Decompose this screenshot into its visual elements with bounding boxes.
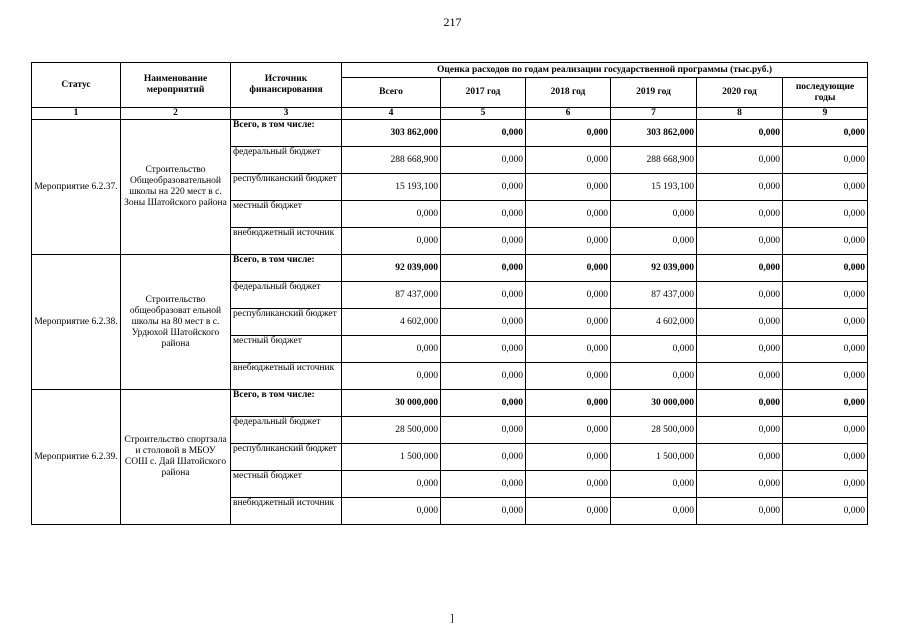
- funding-source: республиканский бюджет: [231, 174, 342, 201]
- amount-cell: 0,000: [526, 417, 611, 444]
- amount-cell: 0,000: [342, 363, 441, 390]
- funding-source: Всего, в том числе:: [231, 255, 342, 282]
- funding-source: местный бюджет: [231, 336, 342, 363]
- column-index: 8: [697, 108, 783, 120]
- table-row-total: [32, 255, 868, 282]
- amount-cell: 0,000: [441, 363, 526, 390]
- funding-source: внебюджетный источник: [231, 228, 342, 255]
- amount-cell: 0,000: [783, 174, 868, 201]
- amount-cell: 0,000: [783, 498, 868, 525]
- amount-cell: 0,000: [697, 498, 783, 525]
- amount-cell: 288 668,900: [611, 147, 697, 174]
- amount-cell: 0,000: [611, 363, 697, 390]
- amount-cell: 87 437,000: [342, 282, 441, 309]
- column-index-row: [32, 108, 868, 120]
- header-2020: 2020 год: [697, 78, 783, 108]
- header-2019: 2019 год: [611, 78, 697, 108]
- amount-cell: 0,000: [526, 336, 611, 363]
- amount-cell: 0,000: [783, 309, 868, 336]
- amount-cell: 0,000: [783, 363, 868, 390]
- event-name: Строительство общеобразоват ельной школы на 80 мест в с. Урдюхой Шатойского района: [121, 255, 231, 390]
- header-source: Источник финансирования: [231, 63, 342, 108]
- amount-cell: 0,000: [697, 282, 783, 309]
- amount-cell: 0,000: [526, 120, 611, 147]
- funding-source: федеральный бюджет: [231, 417, 342, 444]
- funding-source: Всего, в том числе:: [231, 390, 342, 417]
- amount-cell: 0,000: [526, 255, 611, 282]
- amount-cell: 0,000: [441, 174, 526, 201]
- amount-cell: 288 668,900: [342, 147, 441, 174]
- column-index: 6: [526, 108, 611, 120]
- table-row-total: [32, 390, 868, 417]
- amount-cell: 0,000: [342, 471, 441, 498]
- amount-cell: 92 039,000: [342, 255, 441, 282]
- amount-cell: 0,000: [697, 390, 783, 417]
- header-2017: 2017 год: [441, 78, 526, 108]
- amount-cell: 0,000: [526, 282, 611, 309]
- header-event: Наименование мероприятий: [121, 63, 231, 108]
- amount-cell: 0,000: [783, 444, 868, 471]
- event-name: Строительство Общеобразовательной школы на 220 мест в с. Зоны Шатойского района: [121, 120, 231, 255]
- event-name: Строительство спортзала и столовой в МБОУ СОШ с. Дай Шатойского района: [121, 390, 231, 525]
- funding-source: Всего, в том числе:: [231, 120, 342, 147]
- funding-source: местный бюджет: [231, 471, 342, 498]
- amount-cell: 0,000: [441, 471, 526, 498]
- amount-cell: 0,000: [783, 336, 868, 363]
- amount-cell: 0,000: [526, 471, 611, 498]
- amount-cell: 0,000: [441, 282, 526, 309]
- amount-cell: 0,000: [697, 309, 783, 336]
- amount-cell: 0,000: [697, 228, 783, 255]
- amount-cell: 15 193,100: [342, 174, 441, 201]
- amount-cell: 0,000: [441, 255, 526, 282]
- amount-cell: 30 000,000: [611, 390, 697, 417]
- column-index: 2: [121, 108, 231, 120]
- amount-cell: 0,000: [526, 228, 611, 255]
- amount-cell: 0,000: [611, 471, 697, 498]
- amount-cell: 0,000: [526, 444, 611, 471]
- column-index: 9: [783, 108, 868, 120]
- amount-cell: 0,000: [697, 174, 783, 201]
- amount-cell: 0,000: [441, 228, 526, 255]
- amount-cell: 0,000: [783, 147, 868, 174]
- amount-cell: 0,000: [783, 471, 868, 498]
- amount-cell: 0,000: [526, 309, 611, 336]
- amount-cell: 0,000: [783, 120, 868, 147]
- funding-source: республиканский бюджет: [231, 309, 342, 336]
- table-row-total: [32, 120, 868, 147]
- amount-cell: 92 039,000: [611, 255, 697, 282]
- column-index: 3: [231, 108, 342, 120]
- amount-cell: 0,000: [526, 363, 611, 390]
- amount-cell: 0,000: [697, 201, 783, 228]
- amount-cell: 0,000: [697, 363, 783, 390]
- table-body: [32, 120, 868, 525]
- amount-cell: 0,000: [441, 444, 526, 471]
- amount-cell: 0,000: [526, 201, 611, 228]
- footer-mark: ]: [450, 612, 454, 624]
- amount-cell: 0,000: [441, 309, 526, 336]
- amount-cell: 4 602,000: [342, 309, 441, 336]
- amount-cell: 28 500,000: [342, 417, 441, 444]
- budget-table: [31, 62, 868, 525]
- amount-cell: 0,000: [783, 201, 868, 228]
- funding-source: местный бюджет: [231, 201, 342, 228]
- amount-cell: 0,000: [441, 498, 526, 525]
- amount-cell: 30 000,000: [342, 390, 441, 417]
- amount-cell: 0,000: [342, 201, 441, 228]
- amount-cell: 0,000: [697, 471, 783, 498]
- funding-source: федеральный бюджет: [231, 282, 342, 309]
- amount-cell: 15 193,100: [611, 174, 697, 201]
- amount-cell: 0,000: [441, 390, 526, 417]
- header-estimate: Оценка расходов по годам реализации государственной программы (тыс.руб.): [342, 63, 868, 78]
- funding-source: федеральный бюджет: [231, 147, 342, 174]
- amount-cell: 0,000: [611, 228, 697, 255]
- column-index: 7: [611, 108, 697, 120]
- amount-cell: 1 500,000: [611, 444, 697, 471]
- amount-cell: 0,000: [783, 255, 868, 282]
- amount-cell: 0,000: [342, 498, 441, 525]
- amount-cell: 1 500,000: [342, 444, 441, 471]
- page-number: 217: [443, 15, 462, 29]
- amount-cell: 303 862,000: [611, 120, 697, 147]
- amount-cell: 0,000: [697, 417, 783, 444]
- amount-cell: 0,000: [526, 498, 611, 525]
- amount-cell: 0,000: [697, 120, 783, 147]
- header-later: последующие годы: [783, 78, 868, 108]
- funding-source: внебюджетный источник: [231, 363, 342, 390]
- event-status: Мероприятие 6.2.37.: [32, 120, 121, 255]
- amount-cell: 0,000: [783, 228, 868, 255]
- funding-source: республиканский бюджет: [231, 444, 342, 471]
- amount-cell: 0,000: [342, 228, 441, 255]
- amount-cell: 0,000: [526, 174, 611, 201]
- header-2018: 2018 год: [526, 78, 611, 108]
- amount-cell: 0,000: [441, 120, 526, 147]
- amount-cell: 0,000: [783, 390, 868, 417]
- amount-cell: 87 437,000: [611, 282, 697, 309]
- funding-source: внебюджетный источник: [231, 498, 342, 525]
- event-status: Мероприятие 6.2.38.: [32, 255, 121, 390]
- amount-cell: 0,000: [783, 417, 868, 444]
- amount-cell: 0,000: [697, 147, 783, 174]
- amount-cell: 0,000: [441, 147, 526, 174]
- amount-cell: 0,000: [697, 444, 783, 471]
- amount-cell: 0,000: [611, 201, 697, 228]
- column-index: 5: [441, 108, 526, 120]
- column-index: 1: [32, 108, 121, 120]
- amount-cell: 0,000: [611, 336, 697, 363]
- amount-cell: 0,000: [342, 336, 441, 363]
- event-status: Мероприятие 6.2.39.: [32, 390, 121, 525]
- amount-cell: 0,000: [526, 147, 611, 174]
- amount-cell: 0,000: [441, 201, 526, 228]
- header-status: Статус: [32, 63, 121, 108]
- amount-cell: 0,000: [697, 255, 783, 282]
- amount-cell: 0,000: [783, 282, 868, 309]
- amount-cell: 0,000: [441, 336, 526, 363]
- header-total: Всего: [342, 78, 441, 108]
- amount-cell: 0,000: [611, 498, 697, 525]
- amount-cell: 28 500,000: [611, 417, 697, 444]
- amount-cell: 4 602,000: [611, 309, 697, 336]
- amount-cell: 0,000: [697, 336, 783, 363]
- column-index: 4: [342, 108, 441, 120]
- amount-cell: 0,000: [441, 417, 526, 444]
- amount-cell: 303 862,000: [342, 120, 441, 147]
- amount-cell: 0,000: [526, 390, 611, 417]
